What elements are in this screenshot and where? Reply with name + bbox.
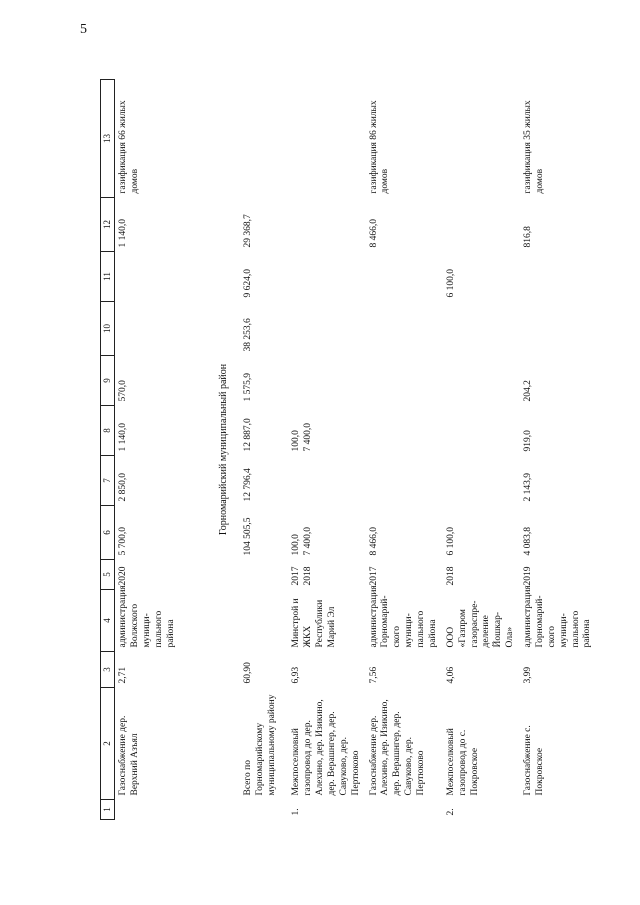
total-col8: 12 887,0 <box>243 418 254 452</box>
table-row <box>115 80 210 820</box>
column-number: 13 <box>101 80 115 198</box>
column-number: 4 <box>101 590 115 652</box>
year: 2019 <box>523 566 533 586</box>
object-name: Межпоселковый газопровод до с. Покровское <box>445 728 480 796</box>
result-description: газификация 66 жилых домов <box>118 100 141 194</box>
customer: Минстрой и ЖКХ Республики Марий Эл <box>291 598 337 648</box>
year: 2018 <box>445 566 456 586</box>
section-title: Горномарийский муниципальный район <box>217 363 229 536</box>
column-number: 1 <box>101 800 115 820</box>
column-number: 9 <box>101 356 115 406</box>
result-description <box>443 80 520 198</box>
rotated-page-content <box>102 100 640 890</box>
object-name: Газоснабжение дер. Верхний Азъял <box>118 715 141 796</box>
value-col9 <box>443 356 520 406</box>
year-a: 2017 <box>291 566 302 586</box>
row-index <box>115 800 210 820</box>
column-number: 3 <box>101 652 115 688</box>
value-col11 <box>520 252 597 302</box>
total-cost: 8 466,0 <box>368 527 379 556</box>
table-row <box>520 80 597 820</box>
customer: администрация Волжского муници-пального района <box>118 585 176 648</box>
value-col8 <box>366 406 443 456</box>
total-cost: 104 505,5 <box>243 517 254 556</box>
row-index <box>520 800 597 820</box>
value-col7 <box>443 456 520 506</box>
year: 2017 <box>368 566 379 586</box>
total-col7: 12 796,4 <box>243 468 254 502</box>
year: 2020 <box>118 566 129 586</box>
value-col11: 6 100,0 <box>445 269 456 298</box>
gasification-table <box>100 79 597 820</box>
value-col9 <box>288 356 365 406</box>
year <box>288 560 365 590</box>
row-index <box>366 800 443 820</box>
length-km: 4,06 <box>445 666 456 684</box>
value-col12: 8 466,0 <box>368 219 379 248</box>
table-row <box>443 80 520 820</box>
length-km: 2,71 <box>118 666 129 684</box>
cost-b: 7 400,0 <box>303 527 314 556</box>
value-col12 <box>288 198 365 252</box>
section-row <box>210 80 241 820</box>
row-index: 1. <box>291 808 302 816</box>
column-number-row <box>101 80 115 820</box>
value-col12 <box>443 198 520 252</box>
value-col9: 570,0 <box>118 380 129 402</box>
total-cost <box>288 506 365 560</box>
total-length: 60,90 <box>243 662 254 684</box>
result-description <box>288 80 365 198</box>
object-name: Газоснабжение дер. Алехино, дер. Изикино, дер. Верашнгер, дер. Савуково, дер. Пертюково <box>368 699 426 796</box>
total-cost: 5 700,0 <box>118 527 129 556</box>
value-col8: 1 140,0 <box>118 423 129 452</box>
cost-a: 100,0 <box>291 534 302 556</box>
value-col12: 1 140,0 <box>118 219 129 248</box>
table-row <box>366 80 443 820</box>
object-name: Газоснабжение с. Покровское <box>523 725 545 796</box>
value-col9: 204,2 <box>523 380 533 402</box>
year-b: 2018 <box>303 566 314 586</box>
length-km: 6,93 <box>291 666 302 684</box>
result-description: газификация 35 жилых домов <box>523 100 545 194</box>
column-number: 8 <box>101 406 115 456</box>
column-number: 2 <box>101 688 115 800</box>
result-description: газификация 86 жилых домов <box>368 100 391 194</box>
value-col10 <box>115 302 210 356</box>
customer: администрация Горномарий-ского муници-пального района <box>523 585 593 648</box>
length-km: 7,56 <box>368 666 379 684</box>
row-index: 2. <box>445 808 456 816</box>
col8-b: 7 400,0 <box>303 423 314 452</box>
total-col12: 29 368,7 <box>243 214 254 248</box>
value-col10 <box>288 302 365 356</box>
total-col11: 9 624,0 <box>243 269 254 298</box>
value-col11 <box>288 252 365 302</box>
value-col7: 2 143,9 <box>523 473 533 502</box>
column-number: 7 <box>101 456 115 506</box>
object-name: Межпоселковый газопровод до дер. Алехино, дер. Изикино, дер. Верашнгер, дер. Савуково, дер. Пертюково <box>291 699 361 796</box>
total-col9: 1 575,9 <box>243 373 254 402</box>
total-label: Всего по Горномарийскому муниципальному району <box>243 694 277 796</box>
value-col8 <box>288 406 365 456</box>
value-col8: 919,0 <box>523 430 533 452</box>
value-col10 <box>366 302 443 356</box>
column-number: 6 <box>101 506 115 560</box>
customer: администрация Горномарий-ского муници-пального района <box>368 585 438 648</box>
value-col7 <box>366 456 443 506</box>
value-col7: 2 850,0 <box>118 473 129 502</box>
value-col10 <box>443 302 520 356</box>
value-col11 <box>115 252 210 302</box>
table-row <box>288 80 365 820</box>
value-col12: 816,8 <box>523 226 533 248</box>
table-container <box>100 80 593 820</box>
total-col10: 38 253,6 <box>243 318 254 352</box>
column-number: 5 <box>101 560 115 590</box>
value-col7 <box>288 456 365 506</box>
value-col10 <box>520 302 597 356</box>
total-cost: 6 100,0 <box>445 527 456 556</box>
total-row <box>240 80 288 820</box>
value-col8 <box>443 406 520 456</box>
customer: ООО «Газпром газораспре-деление Йошкар-Ола» <box>445 600 516 648</box>
total-cost: 4 083,8 <box>523 527 533 556</box>
value-col9 <box>366 356 443 406</box>
column-number: 12 <box>101 198 115 252</box>
length-km: 3,99 <box>523 666 533 684</box>
column-number: 10 <box>101 302 115 356</box>
page-number: 5 <box>80 22 87 37</box>
value-col11 <box>366 252 443 302</box>
column-number: 11 <box>101 252 115 302</box>
col8-a: 100,0 <box>291 430 302 452</box>
